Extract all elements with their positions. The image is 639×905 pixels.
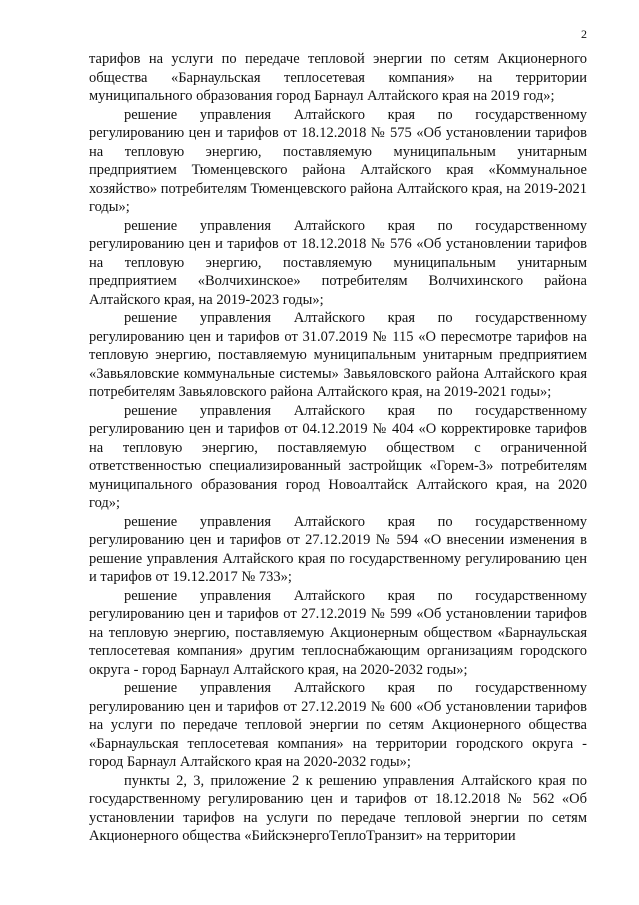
paragraph-1: тарифов на услуги по передаче тепловой энергии по сетям Акционерного общества «Барнаульская теплосетевая компания» на территории муниципального образования город Барнаул Алтайского края на 2019 год»; xyxy=(89,51,587,104)
paragraph-5: решение управления Алтайского края по государственному регулированию цен и тарифов от 04.12.2019 № 404 «О корректировке тарифов на тепловую энергию, поставляемую обществом с ограниченной ответственностью специализированный застройщик «Горем-3» потребителям муниципального образования город Новоалтайск Алтайского края, на 2020 год»; xyxy=(89,402,587,511)
document-body xyxy=(89,50,587,846)
paragraph-9: пункты 2, 3, приложение 2 к решению управления Алтайского края по государственному регулированию цен и тарифов от 18.12.2018 № 562 «Об установлении тарифов на услуги по передаче тепловой энергии по сетям Акционерного общества «БийскэнергоТеплоТранзит» на территории xyxy=(89,772,587,844)
paragraph-8: решение управления Алтайского края по государственному регулированию цен и тарифов от 27.12.2019 № 600 «Об установлении тарифов на услуги по передаче тепловой энергии по сетям Акционерного общества «Барнаульская теплосетевая компания» на территории городского округа - город Барнаул Алтайского края на 2020-2032 годы»; xyxy=(89,680,587,770)
page-number: 2 xyxy=(581,27,587,41)
paragraph-2: решение управления Алтайского края по государственному регулированию цен и тарифов от 18.12.2018 № 575 «Об установлении тарифов на тепловую энергию, поставляемую муниципальным унитарным предприятием Тюменцевского района Алтайского края «Коммунальное хозяйство» потребителям Тюменцевского района Алтайского края, на 2019-2021 годы»; xyxy=(89,106,587,215)
paragraph-6: решение управления Алтайского края по государственному регулированию цен и тарифов от 27.12.2019 № 594 «О внесении изменения в решение управления Алтайского края по государственному регулированию цен и тарифов от 19.12.2017 № 733»; xyxy=(89,513,587,585)
paragraph-3: решение управления Алтайского края по государственному регулированию цен и тарифов от 18.12.2018 № 576 «Об установлении тарифов на тепловую энергию, поставляемую муниципальным унитарным предприятием «Волчихинское» потребителям Волчихинского района Алтайского края, на 2019-2023 годы»; xyxy=(89,217,587,308)
paragraph-7: решение управления Алтайского края по государственному регулированию цен и тарифов от 27.12.2019 № 599 «Об установлении тарифов на тепловую энергию, поставляемую Акционерным обществом «Барнаульская теплосетевая компания» другим теплоснабжающим организациям городского округа - город Барнаул Алтайского края, на 2020-2032 годы»; xyxy=(89,587,587,678)
paragraph-4: решение управления Алтайского края по государственному регулированию цен и тарифов от 31.07.2019 № 115 «О пересмотре тарифов на тепловую энергию, поставляемую муниципальным унитарным предприятием «Завьяловские коммунальные системы» Завьяловского района Алтайского края потребителям Завьяловского района Алтайского края, на 2019-2021 годы»; xyxy=(89,310,587,400)
